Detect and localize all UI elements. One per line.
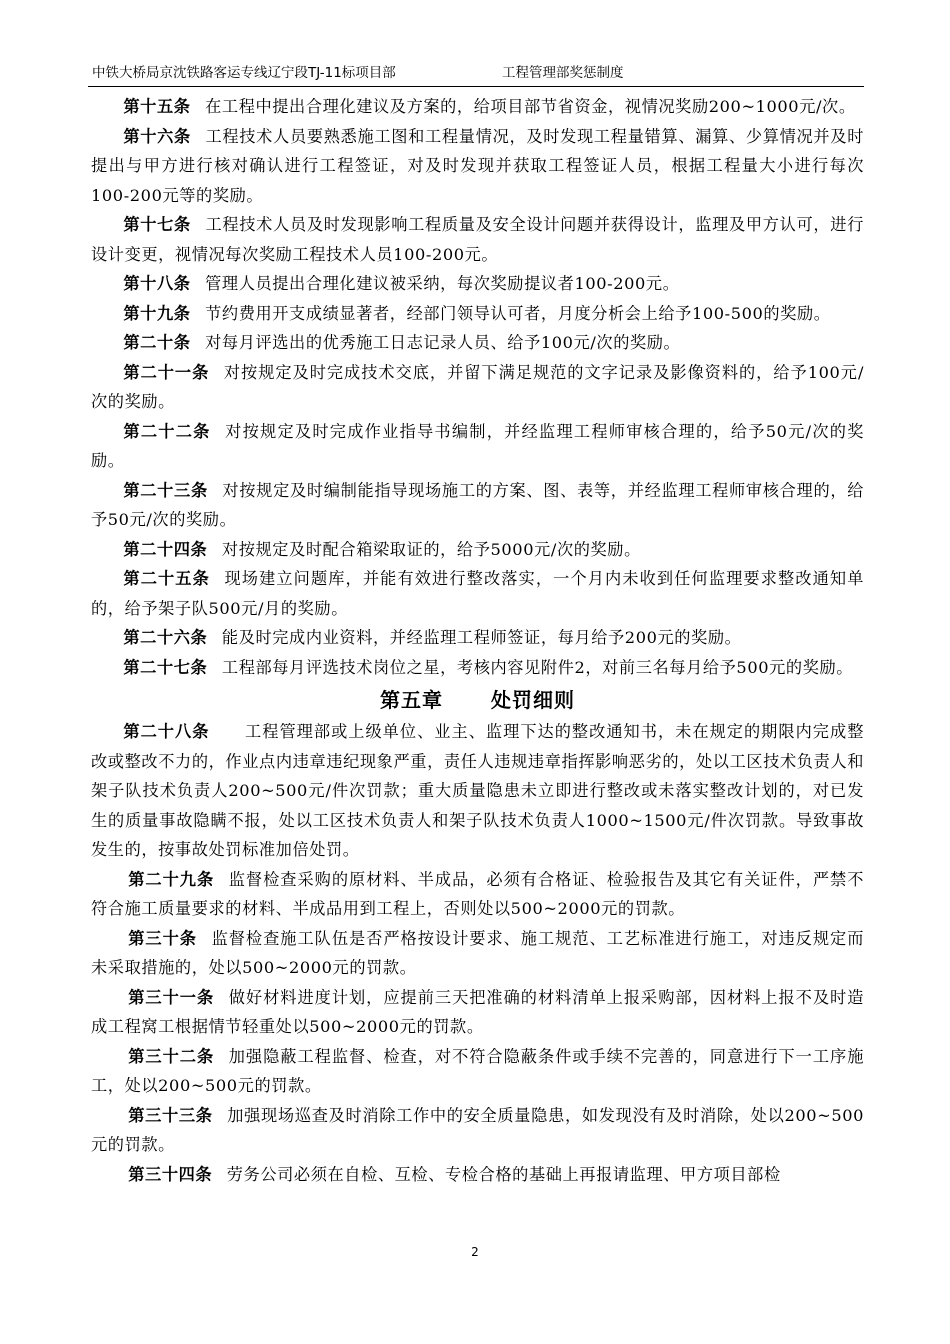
article-number: 第十五条 <box>123 97 191 116</box>
article-number: 第二十八条 <box>123 722 210 741</box>
header-document-title: 工程管理部奖惩制度 <box>502 65 624 81</box>
article-text: 做好材料进度计划，应提前三天把准确的材料清单上报采购部，因材料上报不及时造成工程窝工根据情节轻重处以500~2000元的罚款。 <box>91 987 864 1036</box>
page-header <box>88 62 864 87</box>
article <box>91 653 864 683</box>
article-text: 工程管理部或上级单位、业主、监理下达的整改通知书，未在规定的期限内完成整改或整改不力的，作业点内违章违纪现象严重，责任人违规违章指挥影响恶劣的，处以工区技术负责人和架子队技术负责人200~500元/件次罚款；重大质量隐患未立即进行整改或未落实整改计划的，对已发生的质量事故隐瞒不报，处以工区技术负责人和架子队技术负责人1000~1500元/件次罚款。导致事故发生的，按事故处罚标准加倍处罚。 <box>91 722 864 859</box>
article <box>91 1160 864 1190</box>
article-number: 第三十三条 <box>128 1105 213 1125</box>
article-number: 第十六条 <box>123 126 191 146</box>
article-number: 第三十四条 <box>128 1164 213 1184</box>
article <box>91 210 864 269</box>
article-text: 加强现场巡查及时消除工作中的安全质量隐患，如发现没有及时消除，处以200~500元的罚款。 <box>91 1105 865 1154</box>
article <box>91 924 864 983</box>
article-number: 第二十五条 <box>123 569 210 588</box>
article <box>91 564 864 623</box>
article-text: 能及时完成内业资料，并经监理工程师签证，每月给予200元的奖励。 <box>221 628 742 647</box>
article <box>91 299 864 329</box>
article-text: 对按规定及时完成作业指导书编制，并经监理工程师审核合理的，给予50元/次的奖励。 <box>91 421 865 470</box>
article <box>91 1042 864 1101</box>
article-number: 第二十七条 <box>123 657 208 677</box>
article-number: 第二十二条 <box>123 421 211 441</box>
article-text: 工程部每月评选技术岗位之星，考核内容见附件2，对前三名每月给予500元的奖励。 <box>221 657 854 677</box>
article <box>91 476 864 535</box>
article <box>91 417 864 476</box>
chapter-title: 处罚细则 <box>491 688 575 712</box>
article-number: 第十九条 <box>123 303 191 323</box>
article-number: 第三十二条 <box>128 1046 215 1066</box>
article-number: 第二十四条 <box>123 539 208 559</box>
article <box>91 535 864 565</box>
article-number: 第二十条 <box>123 333 191 352</box>
article-text: 对按规定及时完成技术交底，并留下满足规范的文字记录及影像资料的，给予100元/次的奖励。 <box>91 362 865 411</box>
chapter-number: 第五章 <box>380 688 443 712</box>
article-number: 第二十九条 <box>128 869 215 889</box>
article-text: 对每月评选出的优秀施工日志记录人员、给予100元/次的奖励。 <box>205 333 681 352</box>
article-number: 第十七条 <box>123 215 191 234</box>
article <box>91 92 864 122</box>
page-number: 2 <box>471 1245 479 1259</box>
article-text: 对按规定及时配合箱梁取证的，给予5000元/次的奖励。 <box>221 539 641 559</box>
chapter-heading <box>91 683 864 717</box>
article-number: 第二十一条 <box>123 362 210 382</box>
article <box>91 358 864 417</box>
article-text: 工程技术人员及时发现影响工程质量及安全设计问题并获得设计，监理及甲方认可，进行设计变更，视情况每次奖励工程技术人员100-200元。 <box>91 215 864 264</box>
article-number: 第十八条 <box>123 274 191 293</box>
article-text: 监督检查采购的原材料、半成品，必须有合格证、检验报告及其它有关证件，严禁不符合施工质量要求的材料、半成品用到工程上，否则处以500~2000元的罚款。 <box>91 869 864 918</box>
article-text: 监督检查施工队伍是否严格按设计要求、施工规范、工艺标准进行施工，对违反规定而未采取措施的，处以500~2000元的罚款。 <box>91 928 865 977</box>
article <box>91 983 864 1042</box>
article-text: 管理人员提出合理化建议被采纳，每次奖励提议者100-200元。 <box>205 274 680 293</box>
article <box>91 865 864 924</box>
article-text: 对按规定及时编制能指导现场施工的方案、图、表等，并经监理工程师审核合理的，给予50元/次的奖励。 <box>91 480 865 529</box>
article-number: 第三十条 <box>128 928 197 948</box>
article <box>91 269 864 299</box>
article <box>91 1101 864 1160</box>
article <box>91 122 864 211</box>
article-number: 第二十六条 <box>123 628 208 647</box>
article-text: 现场建立问题库，并能有效进行整改落实，一个月内未收到任何监理要求整改通知单的，给予架子队500元/月的奖励。 <box>91 569 865 618</box>
article-text: 劳务公司必须在自检、互检、专检合格的基础上再报请监理、甲方项目部检 <box>226 1164 781 1184</box>
article-number: 第三十一条 <box>128 987 215 1007</box>
article-text: 节约费用开支成绩显著者，经部门领导认可者，月度分析会上给予100-500的奖励。 <box>205 303 831 323</box>
article-text: 在工程中提出合理化建议及方案的，给项目部节省资金，视情况奖励200~1000元/次。 <box>205 97 856 116</box>
article-text: 加强隐蔽工程监督、检查，对不符合隐蔽条件或手续不完善的，同意进行下一工序施工，处以200~500元的罚款。 <box>91 1046 864 1095</box>
article <box>91 328 864 358</box>
article-text: 工程技术人员要熟悉施工图和工程量情况，及时发现工程量错算、漏算、少算情况并及时提出与甲方进行核对确认进行工程签证，对及时发现并获取工程签证人员，根据工程量大小进行每次100-200元等的奖励。 <box>91 126 864 205</box>
article <box>91 717 864 865</box>
header-project-name: 中铁大桥局京沈铁路客运专线辽宁段TJ-11标项目部 <box>92 65 396 81</box>
document-body <box>91 92 864 1189</box>
article <box>91 623 864 653</box>
article-number: 第二十三条 <box>123 480 208 500</box>
